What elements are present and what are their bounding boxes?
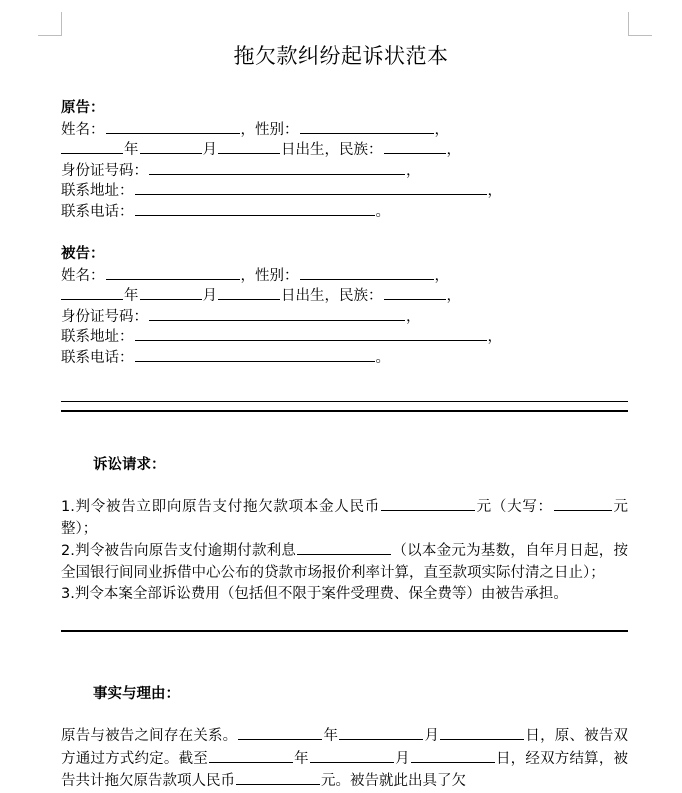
month-label: 月	[202, 288, 217, 305]
day-ethnic-label: 日出生，民族：	[281, 142, 383, 159]
plaintiff-gender-field[interactable]	[300, 119, 434, 134]
facts-paragraph	[61, 725, 628, 793]
defendant-section	[61, 244, 628, 368]
punctuation: 。	[375, 203, 390, 220]
punctuation: ，	[446, 142, 461, 159]
defendant-id-row	[61, 306, 628, 327]
plaintiff-name-row	[61, 119, 628, 140]
phone-label: 联系电话：	[61, 203, 134, 220]
year-label: 年	[293, 750, 309, 767]
agreement-year-field[interactable]	[238, 725, 322, 740]
claims-list	[61, 496, 628, 606]
punctuation: ，	[406, 308, 421, 325]
defendant-id-field[interactable]	[149, 306, 405, 321]
agreement-day-field[interactable]	[440, 725, 524, 740]
plaintiff-birth-day-field[interactable]	[218, 139, 280, 154]
divider-thin	[61, 401, 628, 402]
plaintiff-heading: 原告：	[61, 100, 105, 116]
facts-text-4: 元。被告就此出具了欠	[321, 773, 466, 789]
plaintiff-birth-row	[61, 139, 628, 160]
claim-item-3: 3.判令本案全部诉讼费用（包括但不限于案件受理费、保全费等）由被告承担。	[61, 586, 568, 602]
plaintiff-ethnicity-field[interactable]	[384, 139, 446, 154]
settlement-day-field[interactable]	[411, 748, 495, 763]
claim-interest-field[interactable]	[297, 540, 391, 555]
defendant-birth-day-field[interactable]	[218, 285, 280, 300]
month-label: 月	[394, 750, 410, 767]
plaintiff-birth-month-field[interactable]	[140, 139, 202, 154]
address-label: 联系地址：	[61, 329, 134, 346]
plaintiff-address-field[interactable]	[135, 180, 487, 195]
defendant-heading: 被告：	[61, 246, 105, 262]
claims-heading: 诉讼请求：	[93, 457, 166, 473]
defendant-name-row	[61, 265, 628, 286]
month-label: 月	[424, 728, 440, 744]
punctuation: 。	[375, 349, 390, 366]
year-label: 年	[323, 728, 339, 744]
document-title: 拖欠款纠纷起诉状范本	[233, 44, 449, 68]
owed-amount-field[interactable]	[236, 770, 320, 785]
divider-thick	[61, 410, 628, 412]
punctuation: ，	[487, 329, 502, 346]
gender-label: ，性别：	[240, 267, 299, 284]
claim-1-end: 元整）；	[61, 499, 629, 537]
page-corner-mark-top-right	[628, 12, 652, 36]
claim-2-detail: （以本金元为基数，自年月日起，按全国银行间同业拆借中心公布的贷款市场报价利率计算，直至款项实际付清之日止）；	[61, 543, 628, 581]
plaintiff-phone-field[interactable]	[135, 201, 375, 216]
name-label: 姓名：	[61, 267, 105, 284]
defendant-name-field[interactable]	[106, 265, 240, 280]
plaintiff-id-row	[61, 160, 628, 181]
claim-principal-amount-field[interactable]	[381, 496, 475, 511]
plaintiff-birth-year-field[interactable]	[61, 139, 123, 154]
claim-principal-uppercase-field[interactable]	[554, 496, 612, 511]
claim-item-2	[61, 540, 628, 584]
defendant-phone-row	[61, 347, 628, 368]
facts-text-3: 日，经双方结算，被告共计拖欠原告款项人民币	[61, 750, 629, 789]
plaintiff-section	[61, 98, 628, 222]
gender-label: ，性别：	[240, 121, 299, 138]
plaintiff-address-row	[61, 180, 628, 201]
year-label: 年	[124, 288, 139, 305]
punctuation: ，	[434, 267, 449, 284]
address-label: 联系地址：	[61, 183, 134, 200]
phone-label: 联系电话：	[61, 349, 134, 366]
defendant-phone-field[interactable]	[135, 347, 375, 362]
agreement-month-field[interactable]	[339, 725, 423, 740]
plaintiff-id-field[interactable]	[149, 160, 405, 175]
defendant-gender-field[interactable]	[300, 265, 434, 280]
defendant-address-row	[61, 326, 628, 347]
claim-2-text: 2.判令被告向原告支付逾期付款利息	[61, 543, 297, 559]
plaintiff-phone-row	[61, 201, 628, 222]
name-label: 姓名：	[61, 121, 105, 138]
claim-1-uppercase-label: 元（大写：	[475, 499, 553, 515]
settlement-year-field[interactable]	[209, 748, 293, 763]
plaintiff-name-field[interactable]	[106, 119, 240, 134]
day-ethnic-label: 日出生，民族：	[281, 288, 383, 305]
punctuation: ，	[406, 162, 421, 179]
settlement-month-field[interactable]	[310, 748, 394, 763]
page-corner-mark-top-left	[38, 12, 62, 36]
month-label: 月	[202, 142, 217, 159]
defendant-birth-year-field[interactable]	[61, 285, 123, 300]
defendant-birth-row	[61, 285, 628, 306]
facts-text	[61, 725, 628, 793]
claim-item-1	[61, 496, 628, 540]
id-label: 身份证号码：	[61, 308, 148, 325]
year-label: 年	[124, 142, 139, 159]
id-label: 身份证号码：	[61, 162, 148, 179]
defendant-address-field[interactable]	[135, 326, 487, 341]
divider-thick-claims	[61, 630, 628, 632]
defendant-ethnicity-field[interactable]	[384, 285, 446, 300]
punctuation: ，	[434, 121, 449, 138]
claim-1-text: 1.判令被告立即向原告支付拖欠款项本金人民币	[61, 499, 380, 515]
punctuation: ，	[446, 288, 461, 305]
facts-text-1: 原告与被告之间存在关系。	[61, 728, 238, 744]
punctuation: ，	[487, 183, 502, 200]
facts-text-2: 日，原、被告双方通过方式约定。截至	[61, 728, 629, 767]
facts-heading: 事实与理由：	[93, 686, 180, 702]
defendant-birth-month-field[interactable]	[140, 285, 202, 300]
